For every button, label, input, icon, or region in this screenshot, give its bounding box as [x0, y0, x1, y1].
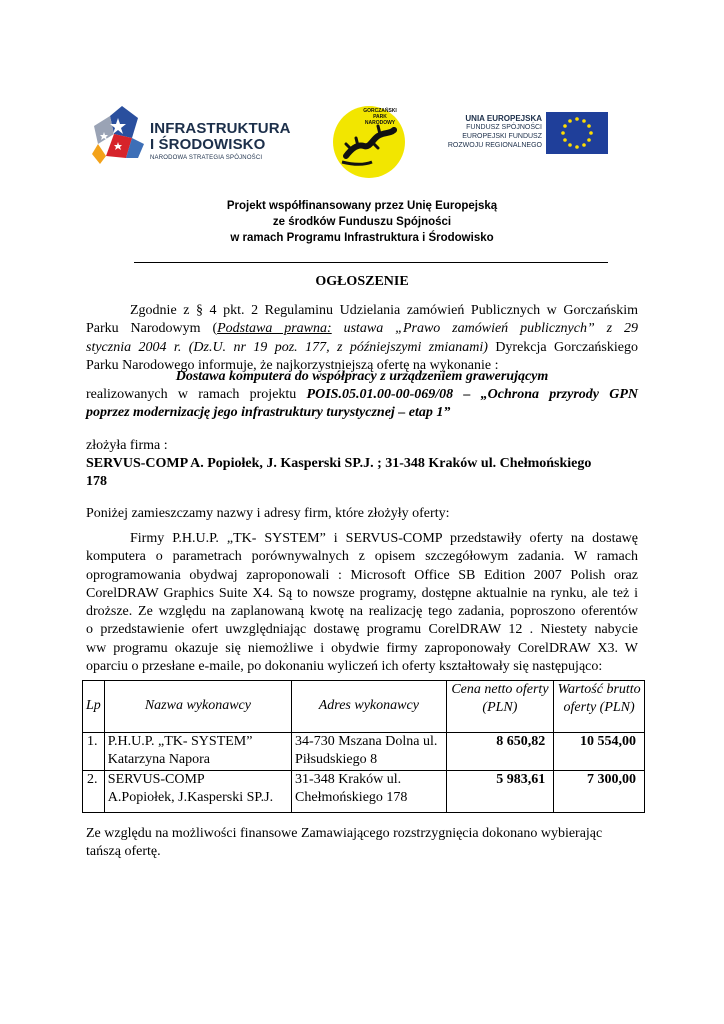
header-name: Nazwa wykonawcy	[104, 681, 291, 733]
desc-line5: droższe. Ze względu na zaplanowaną kwotę na realizację tego zadania, poproszono oferentów	[86, 604, 638, 620]
project-line2: ze środków Funduszu Spójności	[272, 216, 452, 228]
project-para-line1-a: realizowanych w ramach projektu	[86, 387, 307, 402]
intro-line2-a: Parku Narodowym (	[86, 321, 218, 337]
intro-line2	[86, 320, 638, 338]
row-address	[292, 733, 447, 771]
header-lp: Lp	[83, 681, 105, 733]
legal-basis-label: Podstawa prawna:	[217, 321, 332, 337]
address-line1: 31-348 Kraków ul.	[295, 771, 402, 787]
eu-flag-icon	[546, 112, 608, 154]
row-address	[292, 770, 447, 812]
project-code: POIS.05.01.00-00-069/08 – „Ochrona przyrody GPN	[306, 387, 638, 402]
infrastruktura-srodowisko-logo	[92, 104, 292, 166]
page-title: OGŁOSZENIE	[315, 274, 409, 289]
row-gross-value: 7 300,00	[554, 770, 645, 812]
eu-line3: EUROPEJSKI FUNDUSZ	[462, 133, 542, 140]
row-contractor	[104, 770, 291, 812]
header-net-price: Cena netto oferty (PLN)	[446, 681, 554, 733]
intro-line1: Zgodnie z § 4 pkt. 2 Regulaminu Udzielania zamówień Publicznych w Gorczańskim	[130, 303, 638, 318]
gpn-line2: PARK	[373, 114, 387, 120]
table-header-row	[83, 681, 645, 733]
table-row	[83, 770, 645, 812]
offers-intro: Poniżej zamieszczamy nazwy i adresy firm, które złożyły oferty:	[86, 506, 450, 521]
address-line2: Chełmońskiego 178	[295, 789, 408, 805]
eu-line4: ROZWOJU REGIONALNEGO	[447, 142, 542, 149]
winning-company-line2: 178	[86, 474, 107, 490]
logo-subtitle: NARODOWA STRATEGIA SPÓJNOŚCI	[150, 155, 263, 161]
contract-subject: Dostawa komputera do współpracy z urządzeniem grawerującym	[175, 369, 549, 384]
row-net-price: 5 983,61	[446, 770, 554, 812]
desc-line1: Firmy P.H.U.P. „TK- SYSTEM” i SERVUS-COMP przedstawiły oferty na dostawę	[130, 531, 638, 546]
address-line1: 34-730 Mszana Dolna ul.	[295, 734, 438, 749]
submitted-label: złożyła firma :	[86, 438, 168, 453]
gpn-line3: NARODOWY	[364, 120, 396, 126]
star-cluster-icon	[92, 104, 148, 166]
desc-line6: o przedstawienie ofert uwzględniając dostawę programu CorelDRAW 12 . Niestety nabycie	[86, 622, 638, 638]
winning-company	[86, 455, 638, 492]
eu-logo-text	[448, 114, 542, 150]
desc-line2: komputera o parametrach porównywalnych z opisem szczegółowym zadania. W ramach	[86, 549, 638, 565]
desc-line3: oprogramowania obydwaj zaproponowali : Microsoft Office SB Edition 2007 Polish oraz	[86, 567, 638, 583]
gpn-logo	[332, 104, 406, 180]
desc-line4: CorelDRAW Graphics Suite X4. Są to nowsze programy, dostępne aktualnie na rynku, ale też i	[86, 585, 638, 601]
intro-paragraph	[86, 302, 638, 375]
winning-company-line1: SERVUS-COMP A. Popiołek, J. Kasperski SP.J. ; 31-348 Kraków ul. Chełmońskiego	[86, 456, 592, 471]
contractor-line1: P.H.U.P. „TK- SYSTEM”	[107, 734, 253, 749]
intro-line3-b: Dyrekcja Gorczańskiego	[487, 339, 638, 355]
eu-title: UNIA EUROPEJSKA	[465, 114, 542, 123]
row-gross-value: 10 554,00	[554, 733, 645, 771]
decision-paragraph	[86, 825, 638, 862]
intro-line4: Parku Narodowego informuje, że najkorzystniejszą ofertę na wykonanie :	[86, 357, 499, 373]
project-paragraph	[86, 386, 638, 423]
contractor-line2: A.Popiołek, J.Kasperski SP.J.	[107, 789, 274, 805]
project-cofinancing-note	[140, 198, 584, 246]
eu-logo	[436, 112, 608, 158]
row-net-price: 8 650,82	[446, 733, 554, 771]
logo-title-line2: I ŚRODOWISKO	[150, 136, 266, 153]
row-contractor	[104, 733, 291, 771]
offers-table	[82, 680, 645, 813]
horizontal-divider	[134, 262, 608, 263]
intro-line3-a: stycznia 2004 r. (Dz.U. nr 19 poz. 177, z późniejszymi zmianami)	[86, 339, 488, 355]
contractor-line1: SERVUS-COMP	[107, 771, 205, 787]
logo-title-line1: INFRASTRUKTURA	[150, 120, 291, 137]
row-lp: 1.	[83, 733, 105, 771]
project-para-line2	[86, 404, 638, 422]
offers-description	[86, 530, 638, 676]
decision-line2: tańszą ofertę.	[86, 844, 161, 860]
intro-line3	[86, 339, 638, 357]
project-line1: Projekt współfinansowany przez Unię Europejską	[226, 200, 498, 212]
row-lp: 2.	[83, 770, 105, 812]
desc-line8: oparciu o przesłane e-maile, po dokonaniu wyliczeń ich oferty kształtowały się następująco:	[86, 659, 603, 675]
project-para-line2-text: poprzez modernizację jego infrastruktury turystycznej – etap 1”	[86, 405, 451, 421]
address-line2: Piłsudskiego 8	[295, 752, 378, 768]
eu-line2: FUNDUSZ SPÓJNOŚCI	[466, 124, 542, 131]
decision-line1: Ze względu na możliwości finansowe Zamawiającego rozstrzygnięcia dokonano wybierając	[86, 826, 603, 841]
desc-line7: ww programu okazuje się niemożliwe i obydwie firmy zaproponowały CorelDRAW X3. W	[86, 640, 638, 656]
table-row	[83, 733, 645, 771]
contractor-line2: Katarzyna Napora	[107, 752, 211, 768]
intro-line2-c: ustawa „Prawo zamówień publicznych” z 29	[331, 321, 638, 337]
project-para-line1	[86, 386, 638, 404]
header-address: Adres wykonawcy	[292, 681, 447, 733]
header-gross-value: Wartość brutto oferty (PLN)	[554, 681, 645, 733]
project-line3: w ramach Programu Infrastruktura i Środowisko	[230, 232, 494, 244]
gpn-line1: GORCZAŃSKI	[363, 108, 397, 114]
